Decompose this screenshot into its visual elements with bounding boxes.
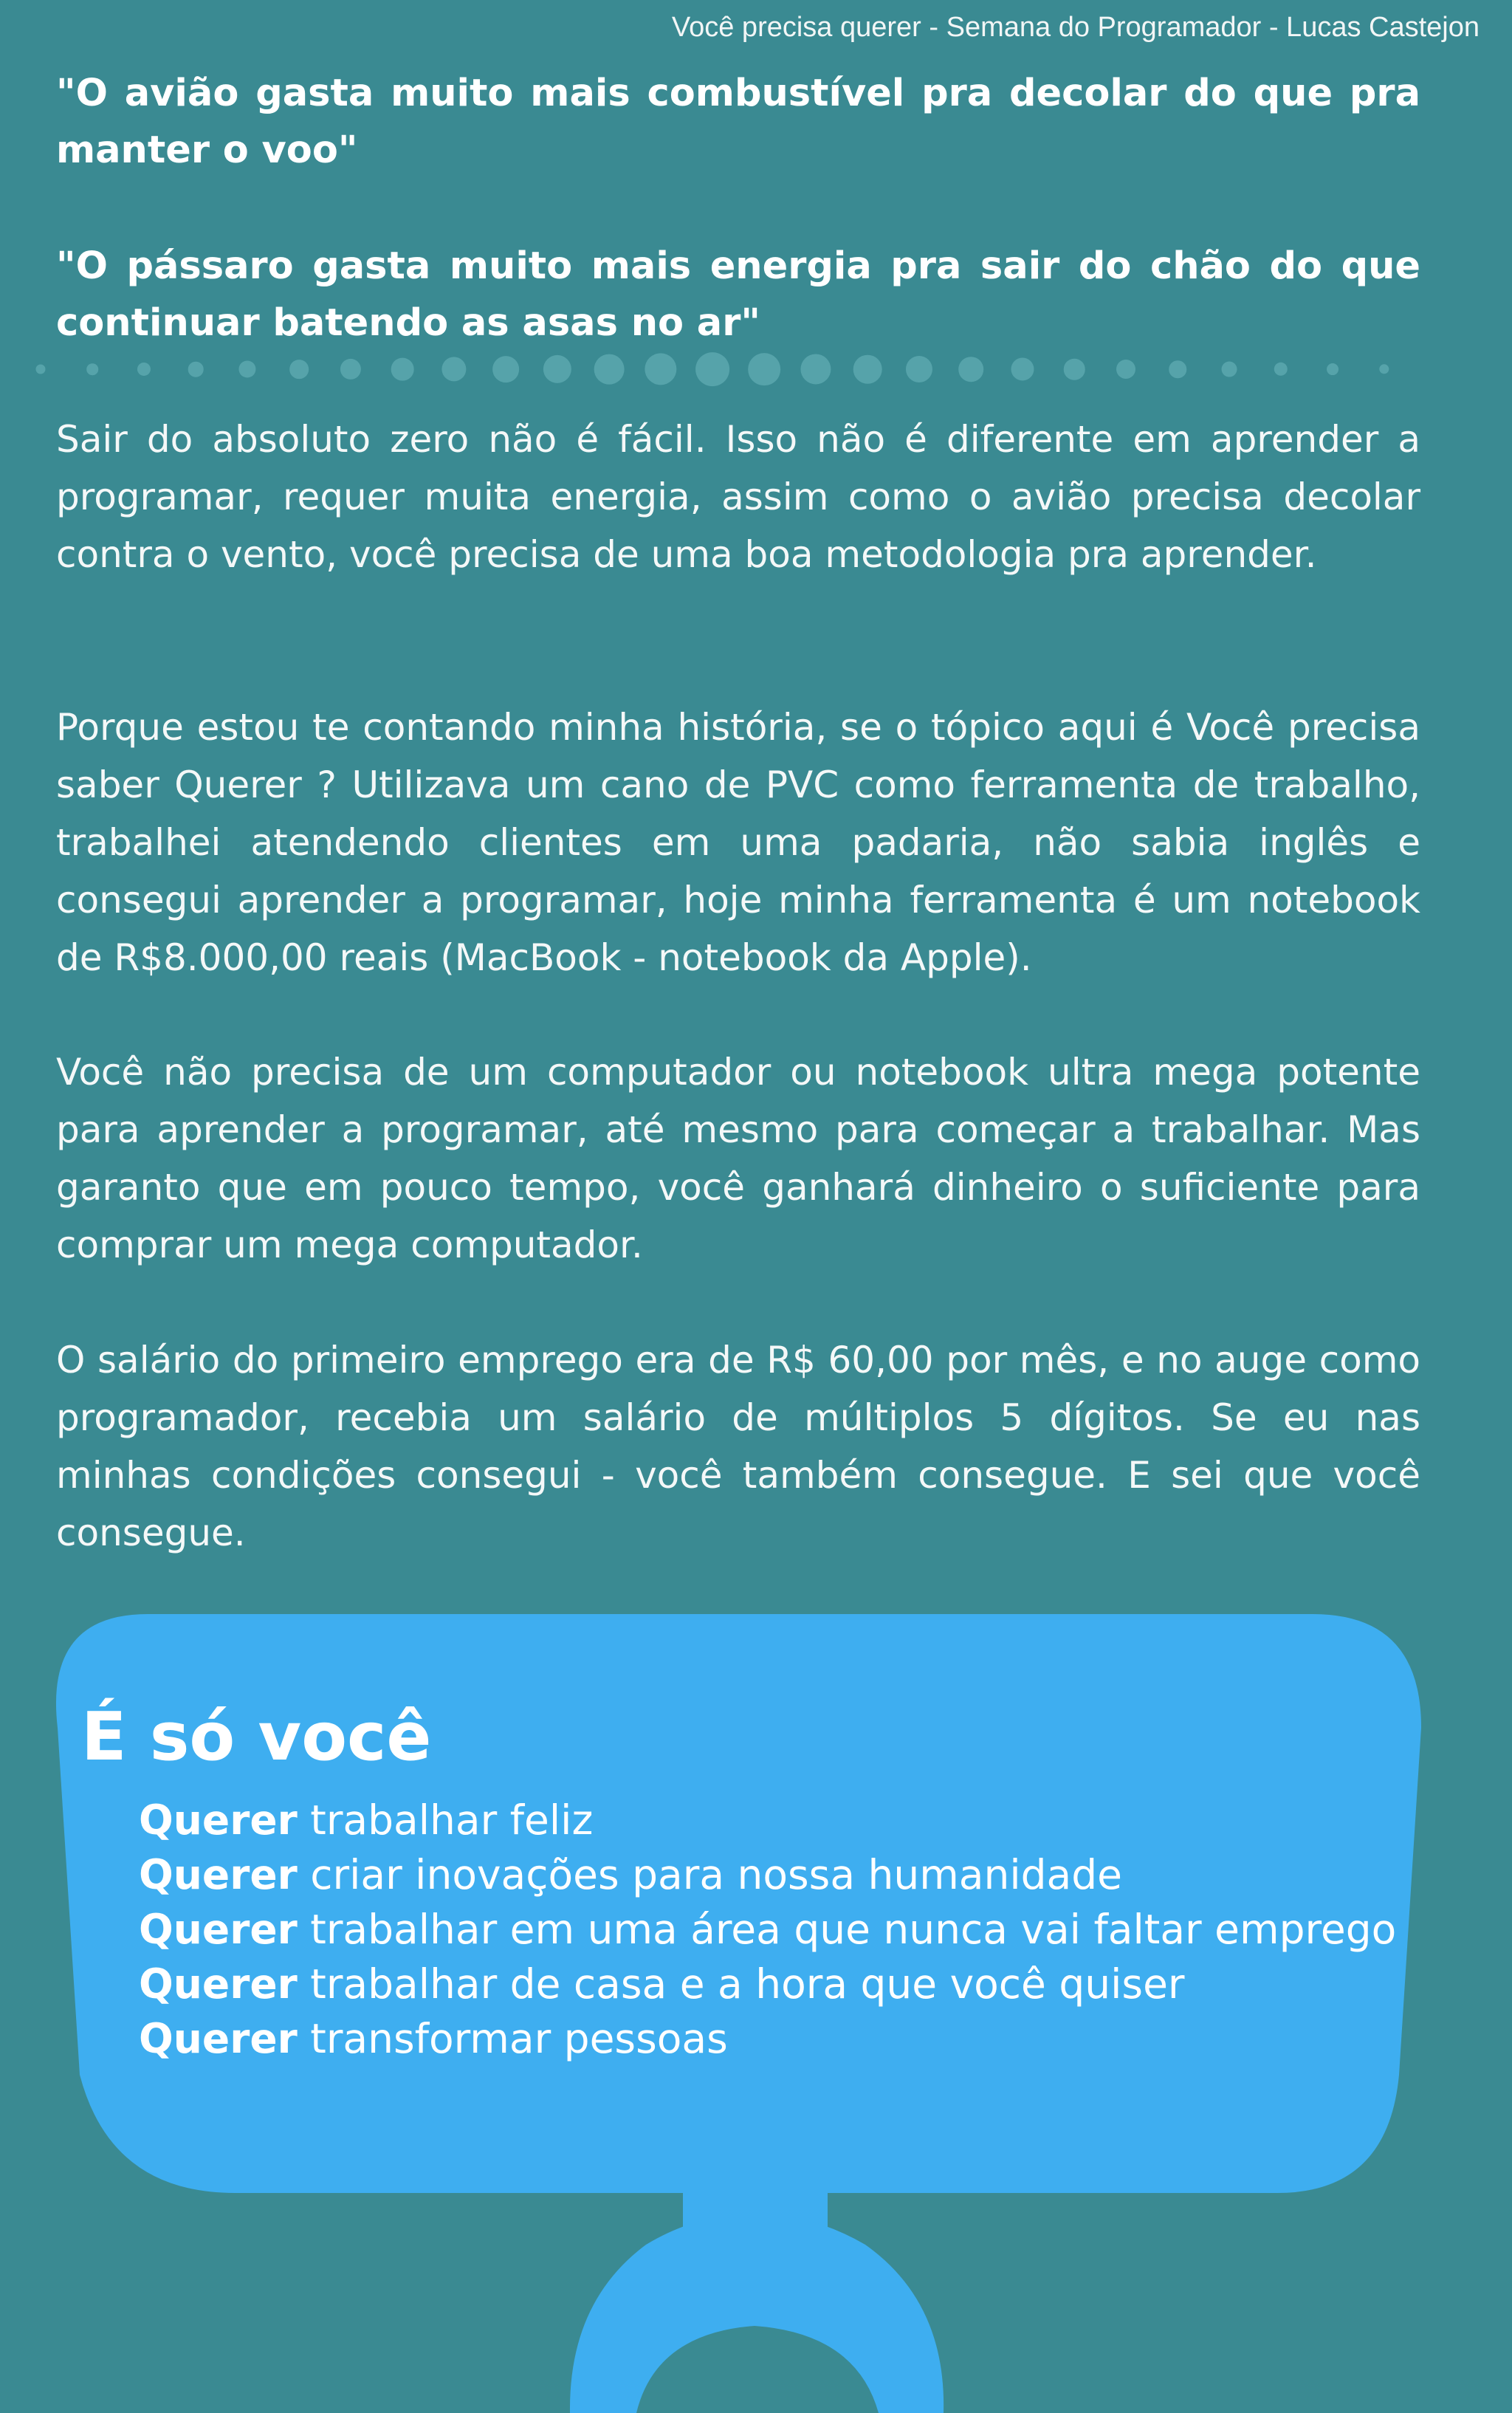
list-item-keyword: Querer: [139, 1851, 298, 1898]
quote-bird: "O pássaro gasta muito mais energia pra sair do chão do que continuar batendo as asas no ar": [56, 244, 1420, 345]
paragraph-computer: Você não precisa de um computador ou notebook ultra mega potente para aprender a programar, até mesmo para começar a trabalhar. Mas garanto que em pouco tempo, você ganhará dinheiro o suficiente para comprar um mega computador.: [56, 1051, 1420, 1266]
wish-list: [139, 1793, 1438, 2066]
list-item-keyword: Querer: [139, 1960, 298, 2008]
list-item-keyword: Querer: [139, 1906, 298, 1953]
list-item-keyword: Querer: [139, 1796, 298, 1844]
paragraph-my-story: Porque estou te contando minha história, se o tópico aqui é Você precisa saber Querer ? Utilizava um cano de PVC como ferramenta de trabalho, trabalhei atendendo clientes em uma padaria, não sabia inglês e consegui aprender a programar, hoje minha ferramenta é um notebook de R$8.000,00 reais (MacBook - notebook da Apple).: [56, 706, 1420, 979]
list-item: [139, 1847, 1438, 1902]
list-item-text: trabalhar feliz: [297, 1796, 594, 1844]
list-item: [139, 1793, 1438, 1847]
list-item: [139, 1902, 1438, 1957]
list-item-keyword: Querer: [139, 2015, 298, 2062]
list-item: [139, 2011, 1438, 2066]
paragraph-salary: O salário do primeiro emprego era de R$ 60,00 por mês, e no auge como programador, recebia um salário de múltiplos 5 dígitos. Se eu nas minhas condições consegui - você também consegue. E sei que você consegue.: [56, 1339, 1420, 1554]
list-item-text: trabalhar de casa e a hora que você quiser: [297, 1960, 1185, 2008]
bubble-title: É só você: [81, 1698, 432, 1776]
list-item-text: transformar pessoas: [297, 2015, 728, 2062]
quote-airplane: "O avião gasta muito mais combustível pra decolar do que pra manter o voo": [56, 72, 1420, 172]
list-item-text: trabalhar em uma área que nunca vai faltar emprego: [297, 1906, 1397, 1953]
paragraph-absolute-zero: Sair do absoluto zero não é fácil. Isso não é diferente em aprender a programar, requer muita energia, assim como o avião precisa decolar contra o vento, você precisa de uma boa metodologia pra aprender.: [56, 418, 1420, 576]
header-caption: Você precisa querer - Semana do Programador - Lucas Castejon: [671, 12, 1480, 43]
list-item: [139, 1957, 1438, 2011]
list-item-text: criar inovações para nossa humanidade: [297, 1851, 1123, 1898]
